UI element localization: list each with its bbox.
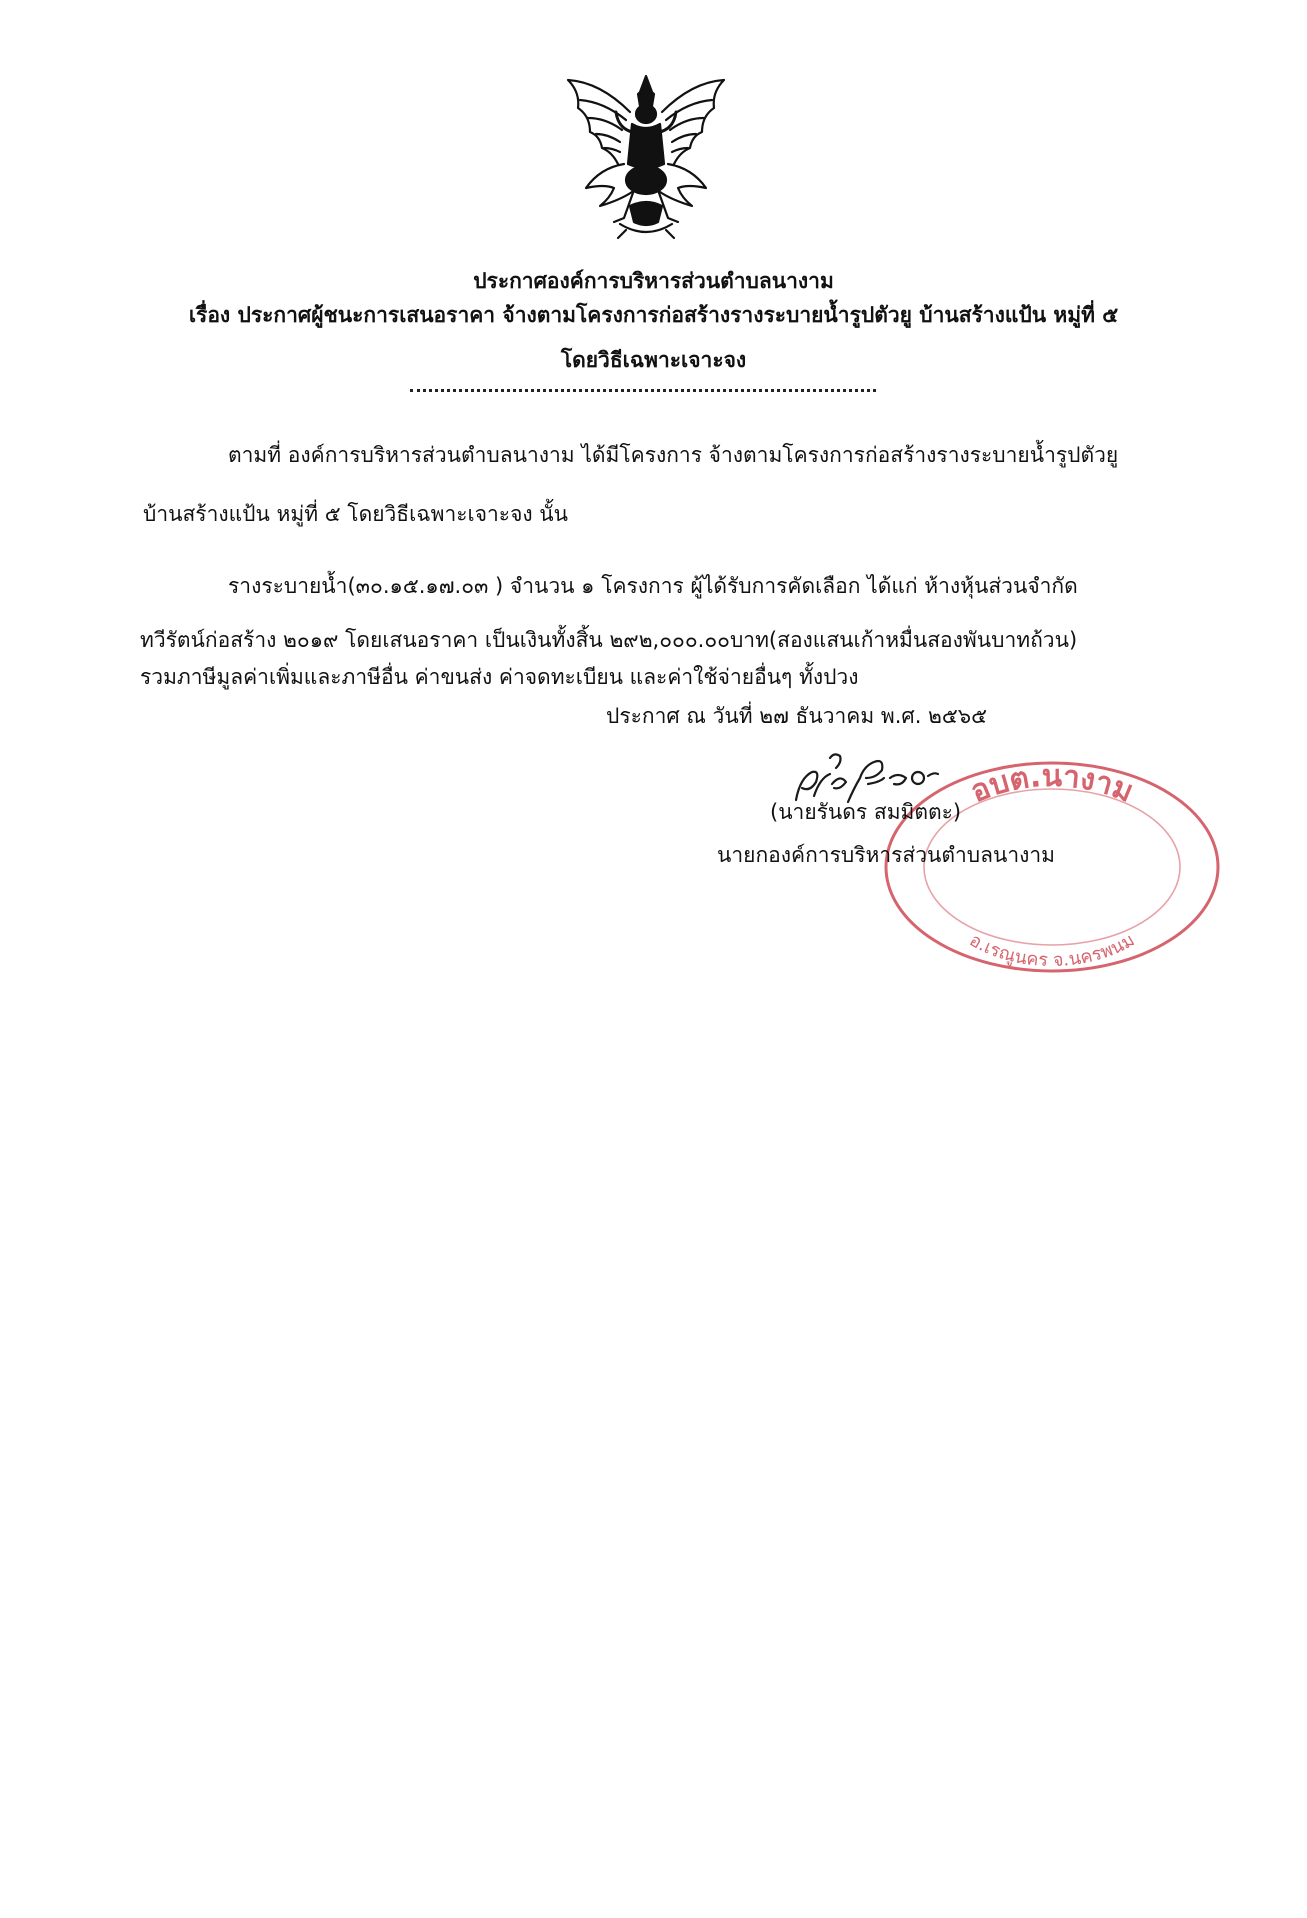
paragraph-2-line-3: รวมภาษีมูลค่าเพิ่มและภาษีอื่น ค่าขนส่ง ค่าจดทะเบียน และค่าใช้จ่ายอื่นๆ ทั้งปวง xyxy=(140,665,859,689)
paragraph-1-line-2: บ้านสร้างแป้น หมู่ที่ ๕ โดยวิธีเฉพาะเจาะจง นั้น xyxy=(143,502,569,526)
announcement-method: โดยวิธีเฉพาะเจาะจง xyxy=(560,348,747,372)
paragraph-2-line-1: รางระบายน้ำ(๓๐.๑๕.๑๗.๐๓ ) จำนวน ๑ โครงการ ผู้ได้รับการคัดเลือก ได้แก่ ห้างหุ้นส่วนจำกัด xyxy=(228,574,1078,598)
garuda-emblem xyxy=(560,72,732,242)
signer-name: (นายรันดร สมมิตตะ) xyxy=(770,800,962,824)
announcement-date: ประกาศ ณ วันที่ ๒๗ ธันวาคม พ.ศ. ๒๕๖๕ xyxy=(606,704,988,728)
announcement-heading: ประกาศองค์การบริหารส่วนตำบลนางาม xyxy=(473,269,834,293)
dotted-separator xyxy=(410,385,876,392)
svg-text:อบต.นางาม xyxy=(966,759,1139,810)
stamp-text-bottom: อ.เรณูนคร จ.นครพนม xyxy=(965,929,1139,972)
announcement-subject: เรื่อง ประกาศผู้ชนะการเสนอราคา จ้างตามโครงการก่อสร้างรางระบายน้ำรูปตัวยู บ้านสร้างแป้น หมู่ที่ ๕ xyxy=(188,303,1119,327)
signer-title: นายกองค์การบริหารส่วนตำบลนางาม xyxy=(717,843,1056,867)
stamp-text-top: อบต.นางาม xyxy=(965,758,1139,810)
paragraph-2-line-2: ทวีรัตน์ก่อสร้าง ๒๐๑๙ โดยเสนอราคา เป็นเงินทั้งสิ้น ๒๙๒,๐๐๐.๐๐บาท(สองแสนเก้าหมื่นสองพันบาทถ้วน) xyxy=(140,628,1078,652)
paragraph-1-line-1: ตามที่ องค์การบริหารส่วนตำบลนางาม ได้มีโครงการ จ้างตามโครงการก่อสร้างรางระบายน้ำรูปตัวยู xyxy=(228,443,1119,467)
